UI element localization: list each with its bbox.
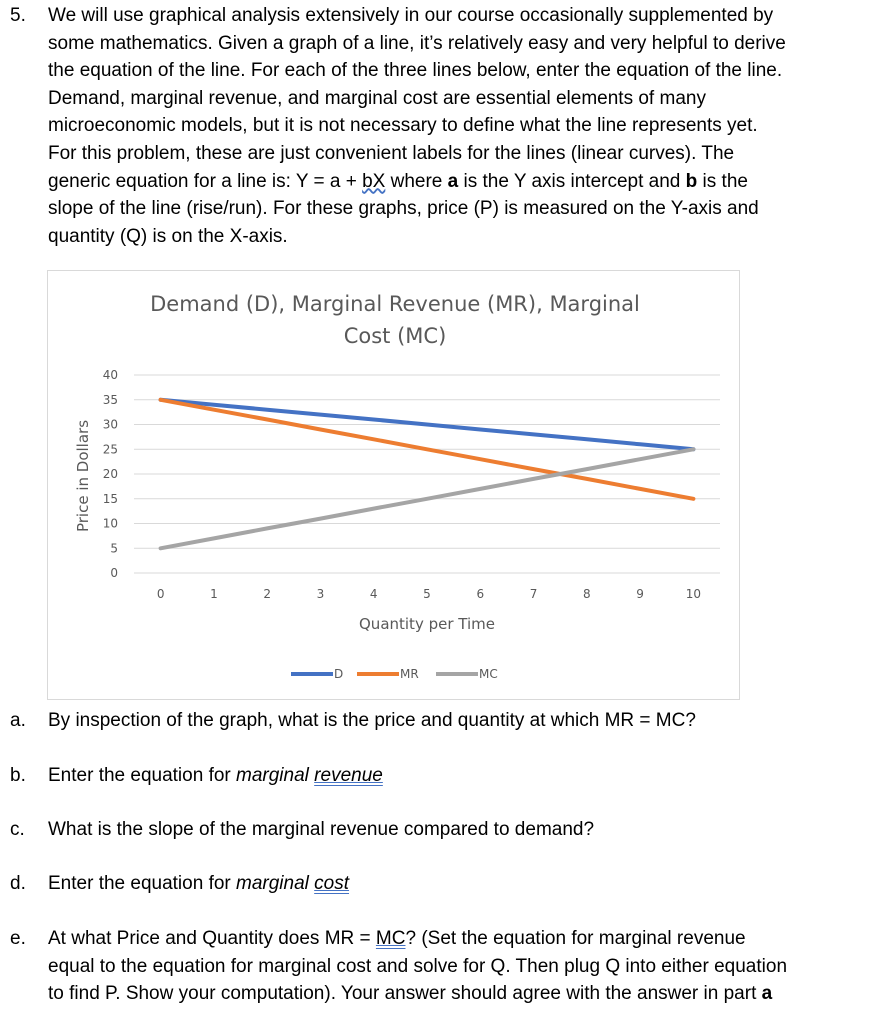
x-tick-label: 4 (369, 587, 378, 601)
y-tick-label: 35 (102, 392, 118, 407)
chart (48, 271, 741, 701)
question-line: We will use graphical analysis extensively in our course occasionally supplemented by (48, 5, 774, 26)
y-tick-labels (103, 368, 118, 580)
y-tick-label: 40 (102, 368, 118, 382)
part-text: What is the slope of the marginal revenue compared to demand? (48, 819, 595, 840)
chart-frame (47, 270, 740, 700)
question-line: For this problem, these are just convenient labels for the lines (linear curves). The (48, 142, 735, 164)
y-tick-label: 20 (102, 467, 118, 481)
bold-b: b (685, 170, 698, 192)
text-segment: is the Y axis intercept and (458, 170, 686, 192)
term-word: revenue (314, 765, 383, 786)
part-c (10, 816, 876, 844)
bold-a: a (761, 983, 773, 1005)
part-text (48, 925, 876, 1008)
y-tick-label: 15 (102, 491, 118, 506)
x-tick-label: 7 (529, 587, 538, 601)
part-e (10, 925, 876, 1008)
text-segment: ? (Set the equation for marginal revenue (405, 928, 746, 949)
x-tick-label: 9 (636, 587, 644, 601)
x-tick-label: 0 (156, 587, 165, 601)
part-b (10, 762, 876, 790)
part-text: By inspection of the graph, what is the price and quantity at which MR = MC? (48, 710, 696, 731)
x-tick-label: 1 (210, 587, 218, 601)
term (236, 765, 383, 786)
y-tick-label: 10 (102, 516, 118, 531)
question-line: Demand, marginal revenue, and marginal cost are essential elements of many (48, 87, 706, 109)
legend-label-mc: MC (479, 667, 498, 681)
question-line: slope of the line (rise/run). For these graphs, price (P) is measured on the Y-axis and (48, 198, 759, 220)
legend-label-d: D (334, 667, 344, 681)
question-number: 5. (10, 5, 26, 26)
question-intro (10, 2, 876, 250)
part-line: equal to the equation for marginal cost and solve for Q. Then plug Q into either equation (48, 955, 788, 977)
bold-a: a (447, 170, 459, 192)
question-line: microeconomic models, but it is not necessary to define what the line represents yet. (48, 115, 758, 137)
part-label: b. (10, 765, 26, 786)
text-segment: to find P. Show your computation). Your answer should agree with the answer in part (48, 983, 762, 1005)
chart-title-line1: Demand (D), Marginal Revenue (MR), Marginal (150, 292, 640, 316)
y-tick-label: 30 (102, 417, 118, 432)
text-segment: generic equation for a line is: Y = a + (48, 170, 363, 192)
x-tick-label: 5 (423, 587, 431, 601)
y-axis-label: Price in Dollars (74, 419, 92, 533)
part-line (48, 980, 876, 1008)
y-tick-label: 0 (110, 566, 118, 580)
bx-term: bX (362, 170, 386, 192)
text-segment: where (385, 170, 448, 192)
text-segment: At what Price and Quantity does MR = (48, 928, 376, 949)
part-label: d. (10, 873, 26, 894)
legend-label-mr: MR (400, 667, 419, 681)
y-tick-label: 5 (110, 541, 118, 556)
x-tick-label: 8 (582, 587, 591, 601)
part-a (10, 707, 876, 735)
part-text (48, 762, 876, 790)
part-label: c. (10, 819, 25, 840)
text-segment: Enter the equation for (48, 873, 237, 894)
question-line (48, 168, 876, 196)
text-segment: Enter the equation for (48, 765, 237, 786)
part-line (48, 925, 876, 953)
term (236, 873, 349, 894)
x-tick-labels (157, 587, 701, 601)
question-line: quantity (Q) is on the X-axis. (48, 225, 288, 247)
term-word: marginal (236, 873, 309, 894)
question-line: some mathematics. Given a graph of a line, it’s relatively easy and very helpful to derive (48, 32, 786, 54)
mc-term: MC (375, 928, 406, 949)
x-axis-label: Quantity per Time (359, 615, 495, 633)
part-text (48, 870, 876, 898)
part-d (10, 870, 876, 898)
question-line: the equation of the line. For each of the three lines below, enter the equation of the line. (48, 60, 783, 82)
x-tick-label: 6 (476, 587, 485, 601)
text-segment: is the (697, 170, 748, 192)
x-tick-label: 10 (685, 587, 702, 601)
part-label: a. (10, 710, 26, 731)
question-text (48, 2, 876, 250)
term-word: cost (314, 873, 350, 894)
legend (291, 667, 498, 681)
part-label: e. (10, 928, 26, 949)
x-tick-label: 3 (316, 587, 325, 601)
chart-title-line2: Cost (MC) (343, 324, 447, 348)
y-tick-label: 25 (102, 442, 118, 457)
term-word: marginal (236, 765, 309, 786)
x-tick-label: 2 (263, 587, 272, 601)
